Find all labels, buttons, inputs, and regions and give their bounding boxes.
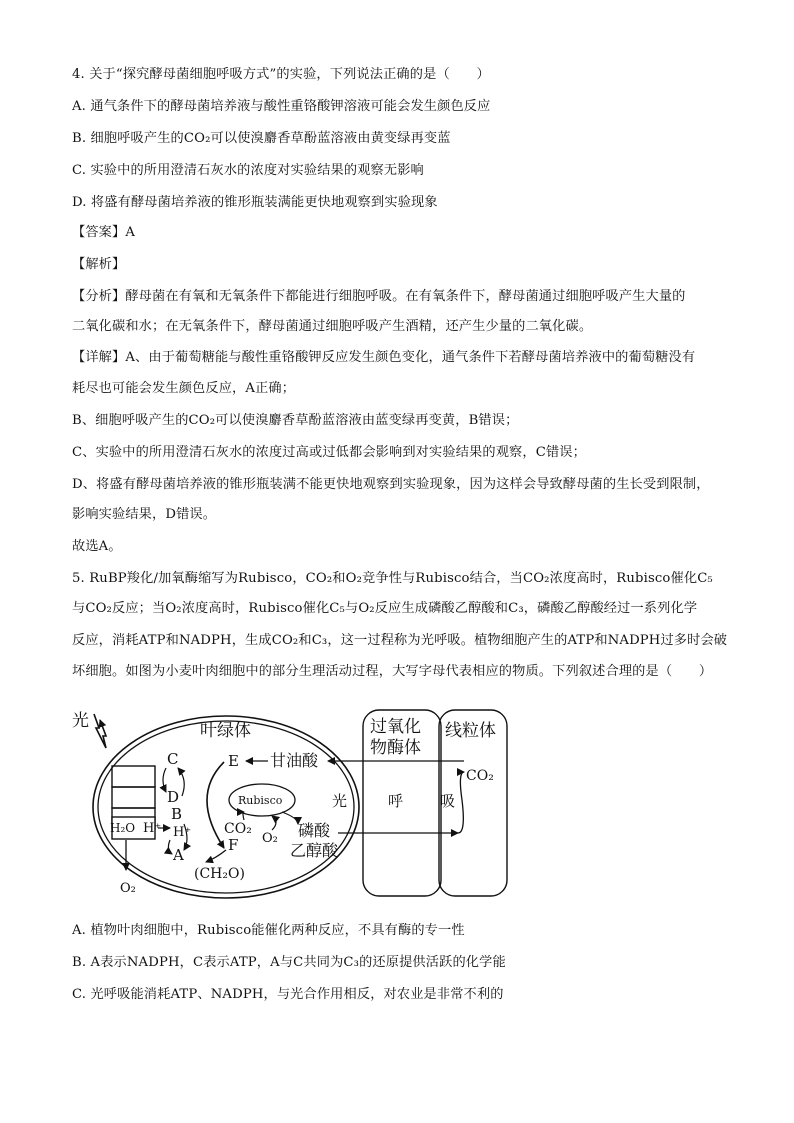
h-plus-label-1: H⁺ [143, 821, 162, 836]
ch2o-label: (CH₂O) [194, 866, 245, 882]
o2-in-label: O₂ [262, 831, 278, 846]
q5-option-b: B. A表示NADPH，C表示ATP，A与C共同为C₃的还原提供活跃的化学能 [72, 955, 506, 970]
h-plus-label-2: H⁺ [173, 825, 192, 840]
q5-stem-line-3: 反应，消耗ATP和NADPH，生成CO₂和C₃，这一过程称为光呼吸。植物细胞产生的ATP和NADPH过多时会破 [72, 633, 728, 648]
q4-analysis-tag: 【解析】 [72, 257, 126, 272]
q4-option-a: A. 通气条件下的酵母菌培养液与酸性重铬酸钾溶液可能会发生颜色反应 [72, 99, 491, 114]
q5-stem-line-1: 5. RuBP羧化/加氧酶缩写为Rubisco，CO₂和O₂竞争性与Rubisco结合，当CO₂浓度高时，Rubisco催化C₅ [72, 571, 713, 586]
q4-answer: 【答案】A [72, 225, 136, 240]
arrow-mito-loop [458, 772, 464, 833]
q4-option-d: D. 将盛有酵母菌培养液的锥形瓶装满能更快地观察到实验现象 [72, 195, 438, 210]
light-arrow-icon [94, 714, 106, 748]
respiration-label-2: 吸 [440, 792, 456, 810]
label-a: A [173, 846, 184, 864]
cycle-arc-left [207, 762, 224, 848]
cycle-arc-to-ch2o [206, 850, 226, 862]
thylakoid-box-2 [112, 787, 155, 808]
arrow-to-a [168, 840, 172, 854]
co2-in-label: CO₂ [224, 821, 252, 837]
q4-option-b: B. 细胞呼吸产生的CO₂可以使溴麝香草酚蓝溶液由黄变绿再变蓝 [72, 131, 451, 146]
arrow-c-to-d [163, 768, 166, 792]
arrow-rubisco-to-phospho [282, 812, 298, 824]
peroxisome-label-2: 物酶体 [370, 738, 421, 758]
q4-xiangjie-b: B、细胞呼吸产生的CO₂可以使溴麝香草酚蓝溶液由蓝变绿再变黄，B错误； [72, 413, 519, 428]
q4-xiangjie-d-line-2: 影响实验结果，D错误。 [72, 507, 217, 522]
label-d: D [167, 788, 180, 806]
rubisco-label: Rubisco [238, 794, 283, 807]
arrow-o2-to-rubisco [272, 816, 276, 830]
q4-xiangjie-line-1: 【详解】A、由于葡萄糖能与酸性重铬酸钾反应发生颜色变化，通气条件下若酵母菌培养液中的葡萄糖没有 [72, 350, 696, 365]
q5-stem-line-2: 与CO₂反应；当O₂浓度高时，Rubisco催化C₅与O₂反应生成磷酸乙醇酸和C₃，磷酸乙醇酸经过一系列化学 [72, 601, 698, 616]
q4-fenxi-line-1: 【分析】酵母菌在有氧和无氧条件下都能进行细胞呼吸。在有氧条件下，酵母菌通过细胞呼吸产生大量的 [72, 289, 686, 304]
glycerate-label: 甘油酸 [270, 751, 319, 770]
label-f: F [228, 836, 239, 854]
cell-process-diagram [66, 700, 526, 905]
q4-xiangjie-line-2: 耗尽也可能会发生颜色反应，A正确； [72, 381, 296, 396]
light2-label: 光 [332, 792, 348, 810]
h2o-label: H₂O [110, 821, 136, 835]
chloroplast-label: 叶绿体 [200, 721, 251, 741]
thylakoid-box-1 [112, 766, 155, 787]
q4-choose: 故选A。 [72, 539, 122, 554]
co2-mito-label: CO₂ [466, 768, 494, 784]
o2-out-label: O₂ [120, 881, 136, 896]
respiration-label-1: 呼 [388, 792, 404, 810]
q4-stem: 4. 关于“探究酵母菌细胞呼吸方式”的实验，下列说法正确的是（ ） [72, 67, 490, 82]
q4-xiangjie-d-line-1: D、将盛有酵母菌培养液的锥形瓶装满不能更快地观察到实验现象，因为这样会导致酵母菌的生长受到限制， [72, 477, 710, 492]
q4-xiangjie-c: C、实验中的所用澄清石灰水的浓度过高或过低都会影响到对实验结果的观察，C错误； [72, 445, 586, 460]
q5-option-a: A. 植物叶肉细胞中，Rubisco能催化两种反应，不具有酶的专一性 [72, 923, 465, 938]
q5-stem-line-4: 坏细胞。如图为小麦叶肉细胞中的部分生理活动过程，大写字母代表相应的物质。下列叙述合理的是（ ） [72, 664, 713, 679]
phosphoglycolate-label-2: 乙醇酸 [290, 841, 339, 860]
label-b: B [171, 805, 183, 823]
q5-option-c: C. 光呼吸能消耗ATP、NADPH，与光合作用相反，对农业是非常不利的 [72, 987, 504, 1002]
light-label: 光 [72, 711, 89, 731]
peroxisome-label-1: 过氧化 [370, 717, 421, 737]
label-c: C [167, 750, 179, 768]
q4-fenxi-line-2: 二氧化碳和水；在无氧条件下，酵母菌通过细胞呼吸产生酒精，还产生少量的二氧化碳。 [72, 319, 593, 334]
mitochondrion-label: 线粒体 [445, 721, 496, 741]
phosphoglycolate-label-1: 磷酸 [298, 821, 331, 840]
label-e: E [228, 752, 239, 770]
q4-option-c: C. 实验中的所用澄清石灰水的浓度对实验结果的观察无影响 [72, 163, 424, 178]
